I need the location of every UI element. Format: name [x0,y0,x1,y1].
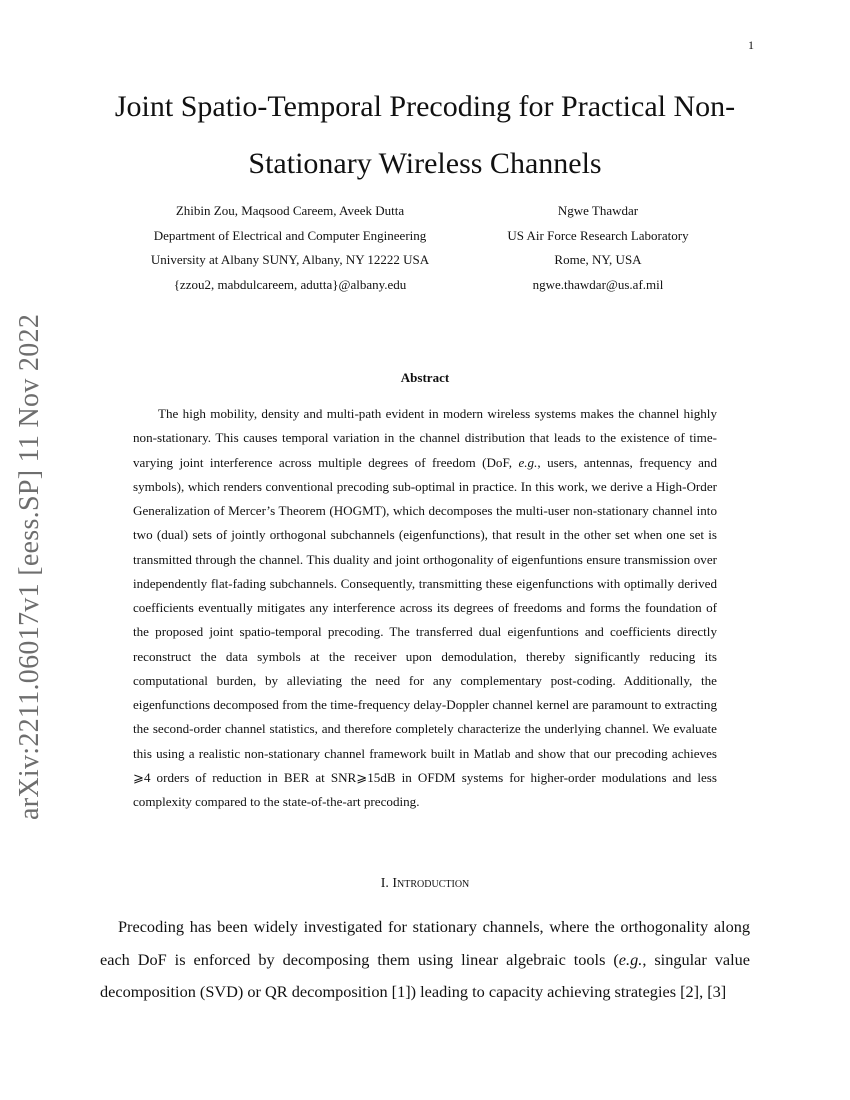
author-institution: University at Albany SUNY, Albany, NY 12222 USA [150,252,430,267]
abstract-text: The high mobility, density and multi-path evident in modern wireless systems makes the channel highly non-stationary. This causes temporal variation in the channel distribution that leads to the existence of time-varying joint interference across multiple degrees of freedom (DoF, e.g., users, antennas, frequency and symbols), which renders conventional precoding sub-optimal in practice. In this work, we derive a High-Order Generalization of Mercer’s Theorem (HOGMT), which decomposes the multi-user non-stationary channel into two (dual) sets of jointly orthogonal subchannels (eigenfunctions), that result in the other set when one set is transmitted through the channel. This duality and joint orthogonality of eigenfuntions ensure transmission over independently flat-fading subchannels. Consequently, transmitting these eigenfunctions with optimally derived coefficients eventually mitigates any interference across its degrees of freedoms and forms the foundation of the proposed joint spatio-temporal precoding. The transferred dual eigenfuntions and coefficients directly reconstruct the data symbols at the receiver upon demodulation, thereby significantly reducing its computational burden, by alleviating the need for any complementary post-coding. Additionally, the eigenfunctions decomposed from the time-frequency delay-Doppler channel kernel are paramount to extracting the second-order channel statistics, and therefore completely characterize the underlying channel. We evaluate this using a realistic non-stationary channel framework built in Matlab and show that our precoding achieves ⩾4 orders of reduction in BER at SNR⩾15dB in OFDM systems for higher-order modulations and less complexity compared to the state-of-the-art precoding. [133,406,717,809]
author-location: Rome, NY, USA [554,252,642,267]
author-block-afrl [408,199,788,297]
introduction-text: Precoding has been widely investigated for stationary channels, where the orthogonality along each DoF is enforced by decomposing them using linear algebraic tools (e.g., singular value decomposition (SVD) or QR decomposition [1]) leading to capacity achieving strategies [2], [3] [100,917,750,1001]
abstract-heading: Abstract [400,370,450,385]
section-heading-introduction [0,876,850,892]
arxiv-identifier-stamp: arXiv:2211.06017v1 [eess.SP] 11 Nov 2022 [14,313,45,820]
paper-title: Joint Spatio-Temporal Precoding for Practical Non-Stationary Wireless Channels [114,90,736,180]
author-organization: US Air Force Research Laboratory [507,227,689,243]
author-email: ngwe.thawdar@us.af.mil [532,276,664,292]
author-email: {zzou2, mabdulcareem, adutta}@albany.edu [173,276,407,292]
section-number: I. [380,876,389,891]
author-department: Department of Electrical and Computer Engineering [153,227,427,243]
author-names: Zhibin Zou, Maqsood Careem, Aveek Dutta [175,203,405,218]
author-name: Ngwe Thawdar [557,203,639,218]
page-number: 1 [748,38,754,52]
section-title: Introduction [392,876,470,891]
